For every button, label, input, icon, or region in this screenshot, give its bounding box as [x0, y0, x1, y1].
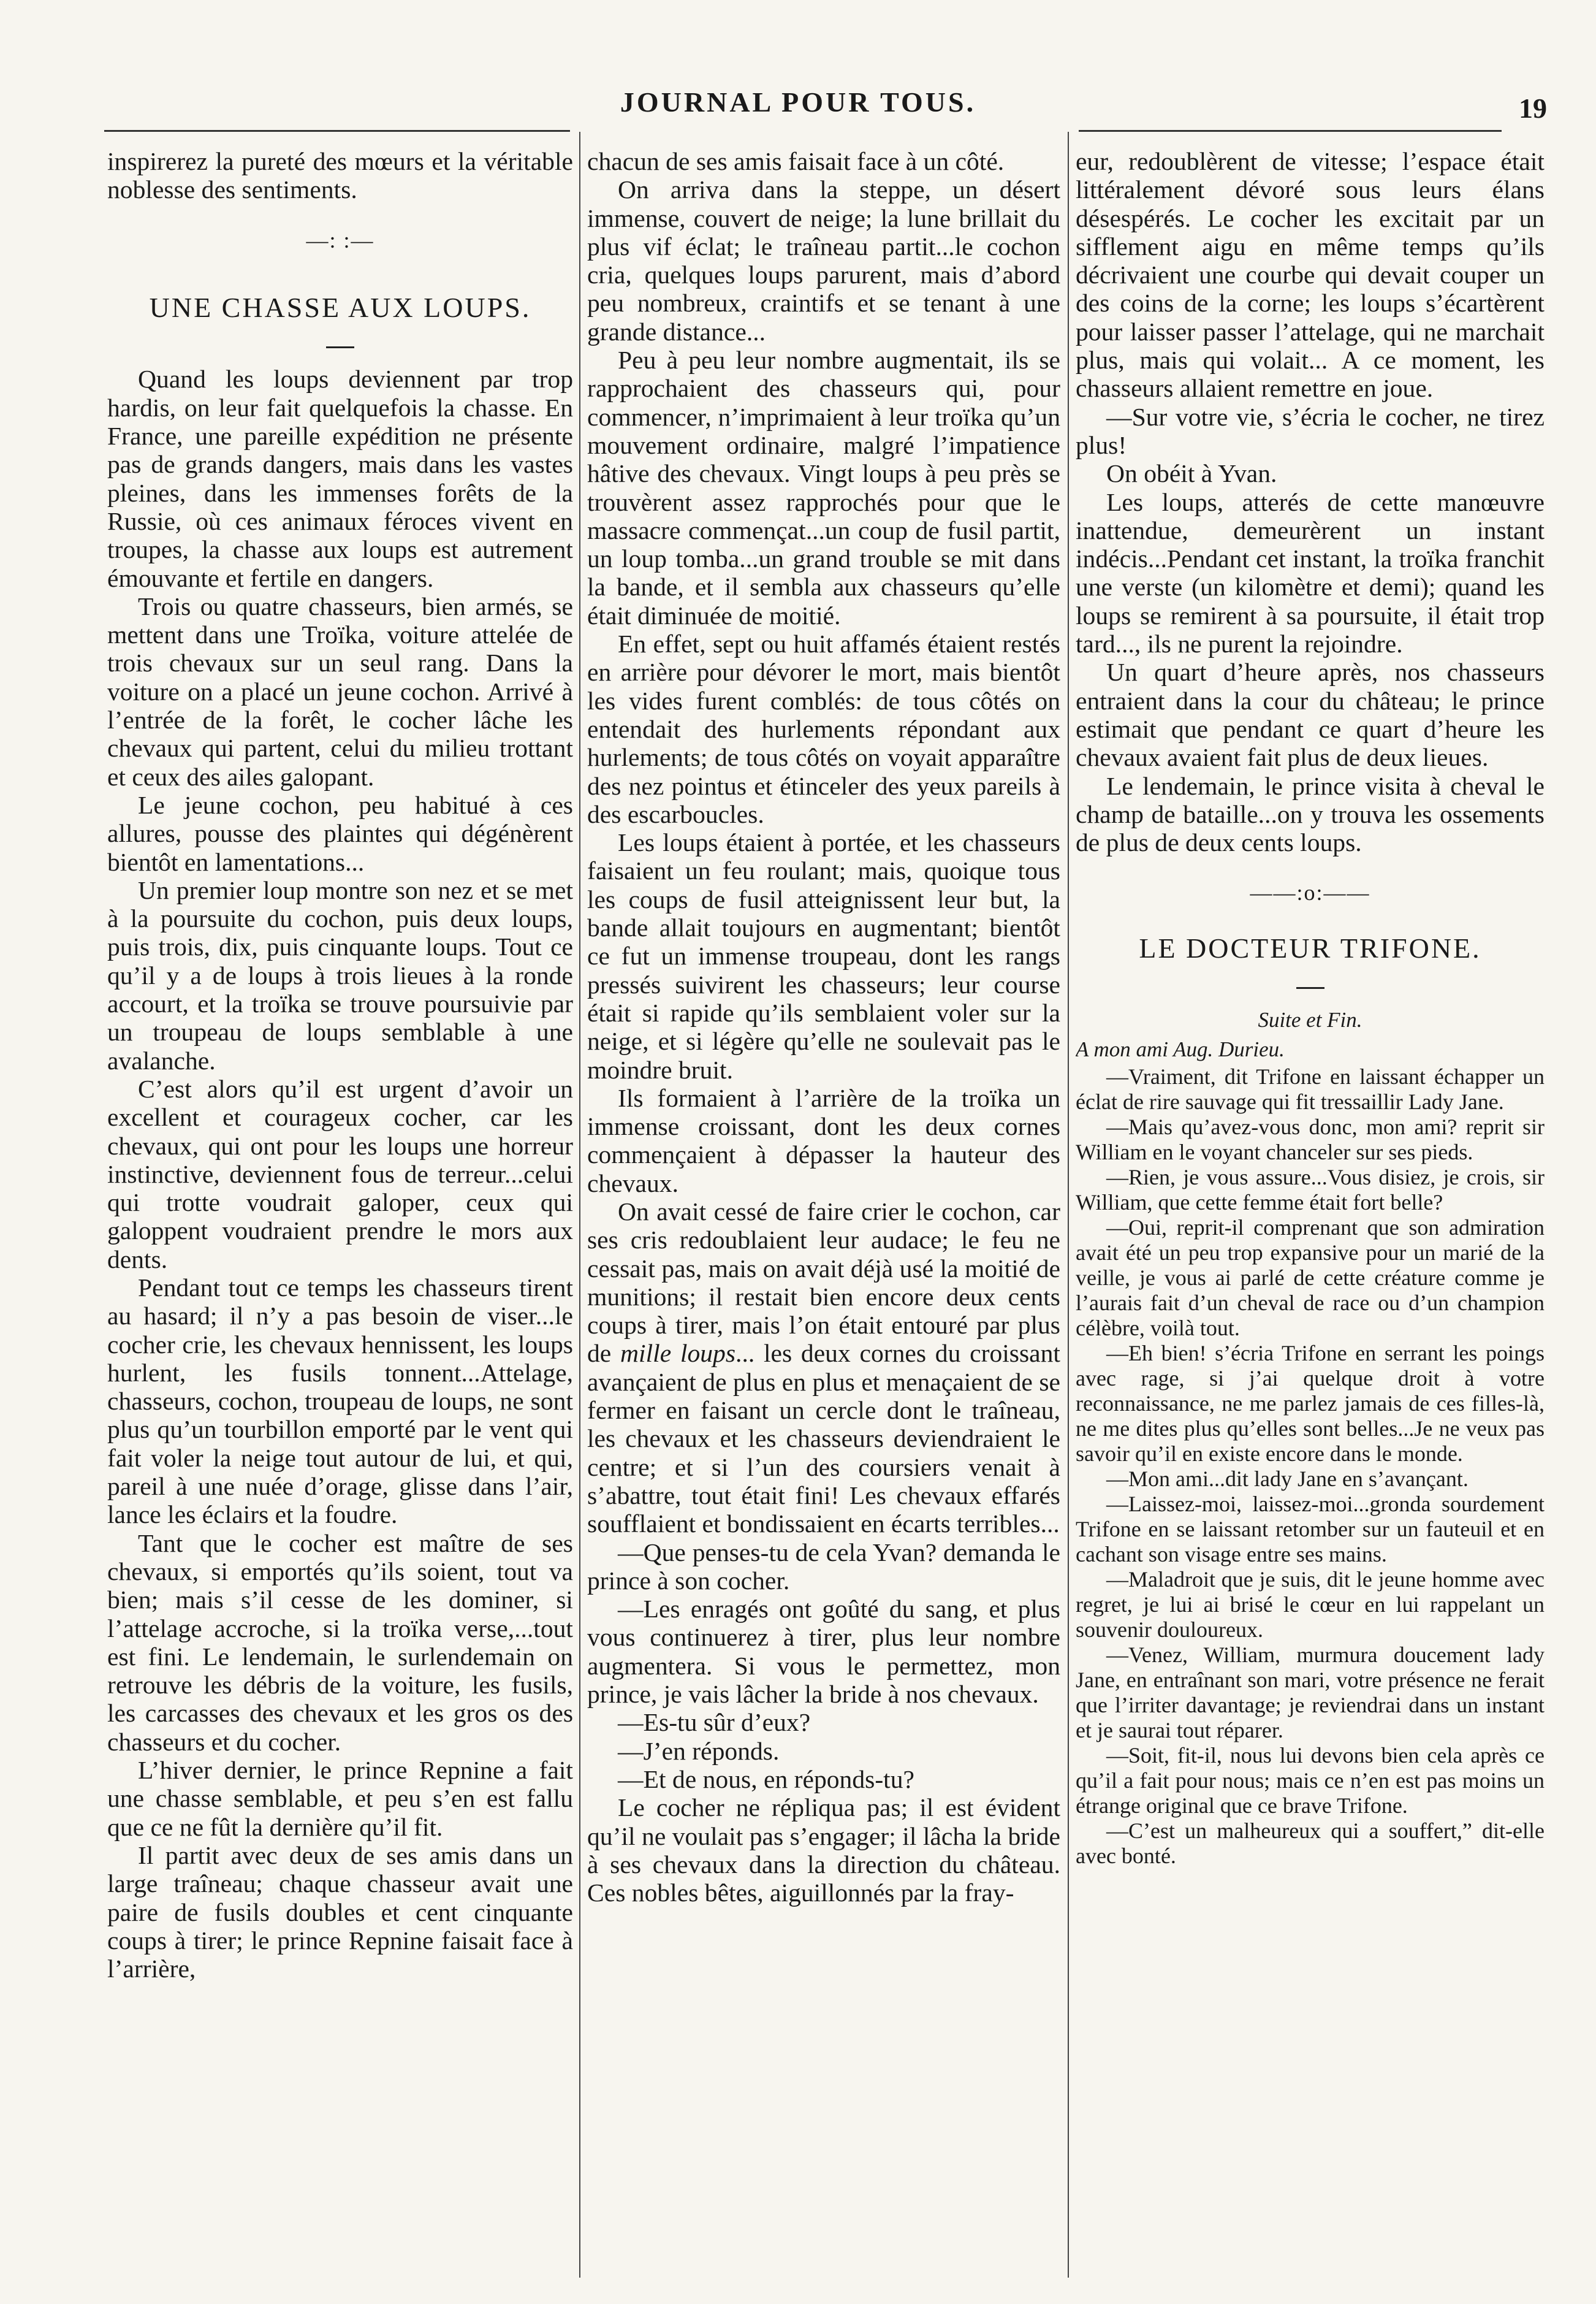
text-run: On avait cessé de faire crier le cochon, car ses cris redoublaient leur audace; le feu ne cessait pas, mais on avait déjà usé la moitié de munitions; il restait bien encore deux cents coups à tirer, mais l’on était entouré par plus de [587, 1197, 1060, 1368]
paragraph: Un quart d’heure après, nos chasseurs entraient dans la cour du château; le prince estimait que pendant ce quart d’heure les chevaux avaient fait plus de deux lieues. [1076, 658, 1545, 772]
column-divider-2 [1068, 132, 1069, 2278]
paragraph: L’hiver dernier, le prince Repnine a fait une chasse semblable, et peu s’en est fallu que ce ne fût la dernière qu’il fit. [107, 1756, 573, 1841]
paragraph: —Vraiment, dit Trifone en laissant échapper un éclat de rire sauvage qui fit tressaillir Lady Jane. [1076, 1064, 1545, 1115]
paragraph: —Mon ami...dit lady Jane en s’avançant. [1106, 1467, 1469, 1492]
page-header [0, 86, 1596, 123]
paragraph: chacun de ses amis faisait face à un côté. [587, 147, 1005, 175]
paragraph: —Venez, William, murmura doucement lady Jane, en entraînant son mari, votre présence ne ferait que l’irriter davantage; je reviendrai dans un instant et je saurai tout réparer. [1076, 1642, 1545, 1743]
paragraph: Ils formaient à l’arrière de la troïka un immense croissant, dont les deux cornes commençaient à dépasser la hauteur des chevaux. [587, 1083, 1060, 1197]
column-3 [1076, 147, 1545, 2275]
column-2 [587, 147, 1060, 2275]
paragraph: Pendant tout ce temps les chasseurs tirent au hasard; il n’y a pas besoin de viser...le cocher crie, les chevaux hennissent, les loups hurlent, les fusils tonnent...Attelage, chasseurs, cochon, troupeau de loups, ne sont plus qu’un tourbillon emporté par le vent qui fait voler la neige tout autour de lui, et qui, pareil à une nuée d’orage, glisse dans l’air, lance les éclairs et la foudre. [107, 1273, 573, 1529]
paragraph: En effet, sept ou huit affamés étaient restés en arrière pour dévorer le mort, mais bientôt les vides furent comblés: de tous côtés on entendait des hurlements répondant aux hurlements; de tous côtés on voyait apparaître des nez pointus et étinceler des yeux pareils à des escarboucles. [587, 630, 1060, 828]
text-run: ... les deux cornes du croissant avançaient de plus en plus et menaçaient de se fermer en faisant un cercle dont le traîneau, les chevaux et les chasseurs deviendraient le centre; et si l’un des coursiers venait à s’abattre, tout était fini! Les chevaux effarés soufflaient et bondissaient en écarts terribles... [587, 1339, 1060, 1538]
article-title: LE DOCTEUR TRIFONE. [1139, 932, 1481, 964]
paragraph: Les loups, atterés de cette manœuvre inattendue, demeurèrent un instant indécis...Pendant cet instant, la troïka franchit une verste (un kilomètre et demi); quand les loups se remirent à sa poursuite, il était trop tard..., ils ne purent la rejoindre. [1076, 487, 1545, 658]
paragraph: —Oui, reprit-il comprenant que son admiration avait été un peu trop expansive pour un marié de la veille, je vous ai parlé de cette créature comme je l’aurais fait d’un cheval de race ou d’un champion célèbre, voilà tout. [1076, 1215, 1545, 1341]
paragraph: Les loups étaient à portée, et les chasseurs faisaient un feu roulant; mais, quoique tous les coups de fusil atteignissent leur but, la bande allait toujours en augmentant; bientôt ce fut un immense troupeau, dont les rangs pressés suivirent les chasseurs; leur course était si rapide qu’ils semblaient voler sur la neige, et si légère qu’elle ne soulevait pas le moindre bruit. [587, 828, 1060, 1084]
paragraph: eur, redoublèrent de vitesse; l’espace était littéralement dévoré sous leurs élans désespérés. Le cocher les excitait par un sifflement aigu en même temps qu’ils décrivaient une courbe qui devait couper un des coins de la corne; les loups s’écartèrent pour laisser passer l’attelage, qui ne marchait plus, mais qui volait... A ce moment, les chasseurs allaient remettre en joue. [1076, 147, 1545, 403]
paragraph: —Maladroit que je suis, dit le jeune homme avec regret, je lui ai brisé le cœur en lui rappelant un souvenir douloureux. [1076, 1567, 1545, 1642]
paragraph: Tant que le cocher est maître de ses chevaux, si emportés qu’ils soient, tout va bien; mais s’il cesse de les dominer, si l’attelage accroche, si la troïka verse,...tout est fini. Le lendemain, le surlendemain on retrouve les débris de la voiture, les fusils, les carcasses des chevaux et les gros os des chasseurs et du cocher. [107, 1528, 573, 1756]
column-1 [107, 147, 573, 2275]
journal-title: JOURNAL POUR TOUS. [620, 86, 976, 118]
paragraph [587, 1197, 1060, 1538]
paragraph: —Sur votre vie, s’écria le cocher, ne tirez plus! [1076, 402, 1545, 459]
paragraph: —Que penses-tu de cela Yvan? demanda le prince à son cocher. [587, 1538, 1060, 1595]
paragraph: On arriva dans la steppe, un désert immense, couvert de neige; la lune brillait du plus vif éclat; le traîneau partit...le cochon cria, quelques loups parurent, mais d’abord peu nombreux, craintifs et se tenant à une grande distance... [587, 175, 1060, 346]
emphasis: mille loups [620, 1339, 736, 1368]
paragraph: Trois ou quatre chasseurs, bien armés, se mettent dans une Troïka, voiture attelée de trois chevaux sur un seul rang. Dans la voiture on a placé un jeune cochon. Arrivé à l’entrée de la forêt, le cocher lâche les chevaux qui partent, celui du milieu trottant et ceux des ailes galopant. [107, 592, 573, 791]
paragraph: —Et de nous, en réponds-tu? [618, 1764, 914, 1793]
paragraph: C’est alors qu’il est urgent d’avoir un excellent et courageux cocher, car les chevaux, qui ont pour les loups une horreur instinctive, deviennent fous de terreur...celui qui trotte voudrait galoper, ceux qui galoppent voudraient prendre le mors aux dents. [107, 1074, 573, 1273]
paragraph: On obéit à Yvan. [1106, 459, 1277, 488]
header-rule-right [1079, 130, 1502, 132]
header-rule-left [104, 130, 570, 132]
title-dash [107, 326, 573, 354]
paragraph: Quand les loups deviennent par trop hardis, on leur fait quelquefois la chasse. En France, une pareille expédition ne présente pas de grands dangers, mais dans les vastes pleines, dans les immenses forêts de la Russie, où ces animaux féroces vivent en troupes, la chasse aux loups est autrement émouvante et fertile en dangers. [107, 365, 573, 592]
paragraph: Un premier loup montre son nez et se met à la poursuite du cochon, puis deux loups, puis trois, dix, puis cinquante loups. Tout ce qu’il y a de loups à trois lieues à la ronde accourt, et la troïka se trouve poursuivie par un troupeau de loups semblable à une avalanche. [107, 875, 573, 1075]
paragraph: Le lendemain, le prince visita à cheval le champ de bataille...on y trouva les ossements de plus de deux cents loups. [1076, 771, 1545, 857]
article-subtitle: Suite et Fin. [1258, 1008, 1362, 1032]
serial-text [1076, 1064, 1545, 1869]
paragraph: —J’en réponds. [618, 1736, 780, 1765]
paragraph: —Laissez-moi, laissez-moi...gronda sourdement Trifone en se laissant retomber sur un fauteuil et en cachant son visage entre ses mains. [1076, 1492, 1545, 1567]
paragraph: Le jeune cochon, peu habitué à ces allures, pousse des plaintes qui dégénèrent bientôt en lamentations... [107, 790, 573, 876]
title-dash [1076, 966, 1545, 994]
paragraph: —Les enragés ont goûté du sang, et plus vous continuerez à tirer, plus leur nombre augmentera. Si vous le permettez, mon prince, je vais lâcher la bride à nos chevaux. [587, 1595, 1060, 1709]
section-divider: —: :— [306, 227, 374, 253]
paragraph: —Rien, je vous assure...Vous disiez, je crois, sir William, que cette femme était fort belle? [1076, 1165, 1545, 1215]
column-divider-1 [579, 132, 580, 2278]
paragraph: —Soit, fit-il, nous lui devons bien cela après ce qu’il a fait pour nous; mais ce n’en est pas moins un étrange original que ce brave Trifone. [1076, 1743, 1545, 1818]
paragraph: —C’est un malheureux qui a souffert,” dit-elle avec bonté. [1076, 1818, 1545, 1869]
paragraph: Le cocher ne répliqua pas; il est évident qu’il ne voulait pas s’engager; il lâcha la bride à ses chevaux dans la direction du château. Ces nobles bêtes, aiguillonnés par la fray- [587, 1793, 1060, 1907]
section-divider: ——:o:—— [1250, 880, 1370, 906]
paragraph: Il partit avec deux de ses amis dans un large traîneau; chaque chasseur avait une paire de fusils doubles et cent cinquante coups à tirer; le prince Repnine faisait face à l’arrière, [107, 1841, 573, 1983]
paragraph: —Es-tu sûr d’eux? [618, 1708, 811, 1737]
paragraph: Peu à peu leur nombre augmentait, ils se rapprochaient des chasseurs qui, pour commencer, n’imprimaient à leur troïka qu’un mouvement ordinaire, malgré l’impatience hâtive des chevaux. Vingt loups à peu près se trouvèrent assez rapprochés pour que le massacre commençat...un coup de fusil partit, un loup tomba...un grand trouble se mit dans la bande, et il sembla aux chasseurs qu’elle était diminuée de moitié. [587, 346, 1060, 630]
article-title: UNE CHASSE AUX LOUPS. [149, 291, 531, 323]
dedication: A mon ami Aug. Durieu. [1076, 1037, 1285, 1062]
paragraph: —Eh bien! s’écria Trifone en serrant les poings avec rage, si j’ai quelque droit à votre reconnaissance, ne me parlez jamais de ces filles-là, ne me dites plus qu’elles sont belles...Je ne veux pas savoir qu’il en existe encore dans le monde. [1076, 1341, 1545, 1467]
page-number: 19 [1519, 93, 1547, 124]
paragraph: —Mais qu’avez-vous donc, mon ami? reprit sir William en le voyant chanceler sur ses pieds. [1076, 1115, 1545, 1165]
paragraph: inspirerez la pureté des mœurs et la véritable noblesse des sentiments. [107, 147, 573, 204]
